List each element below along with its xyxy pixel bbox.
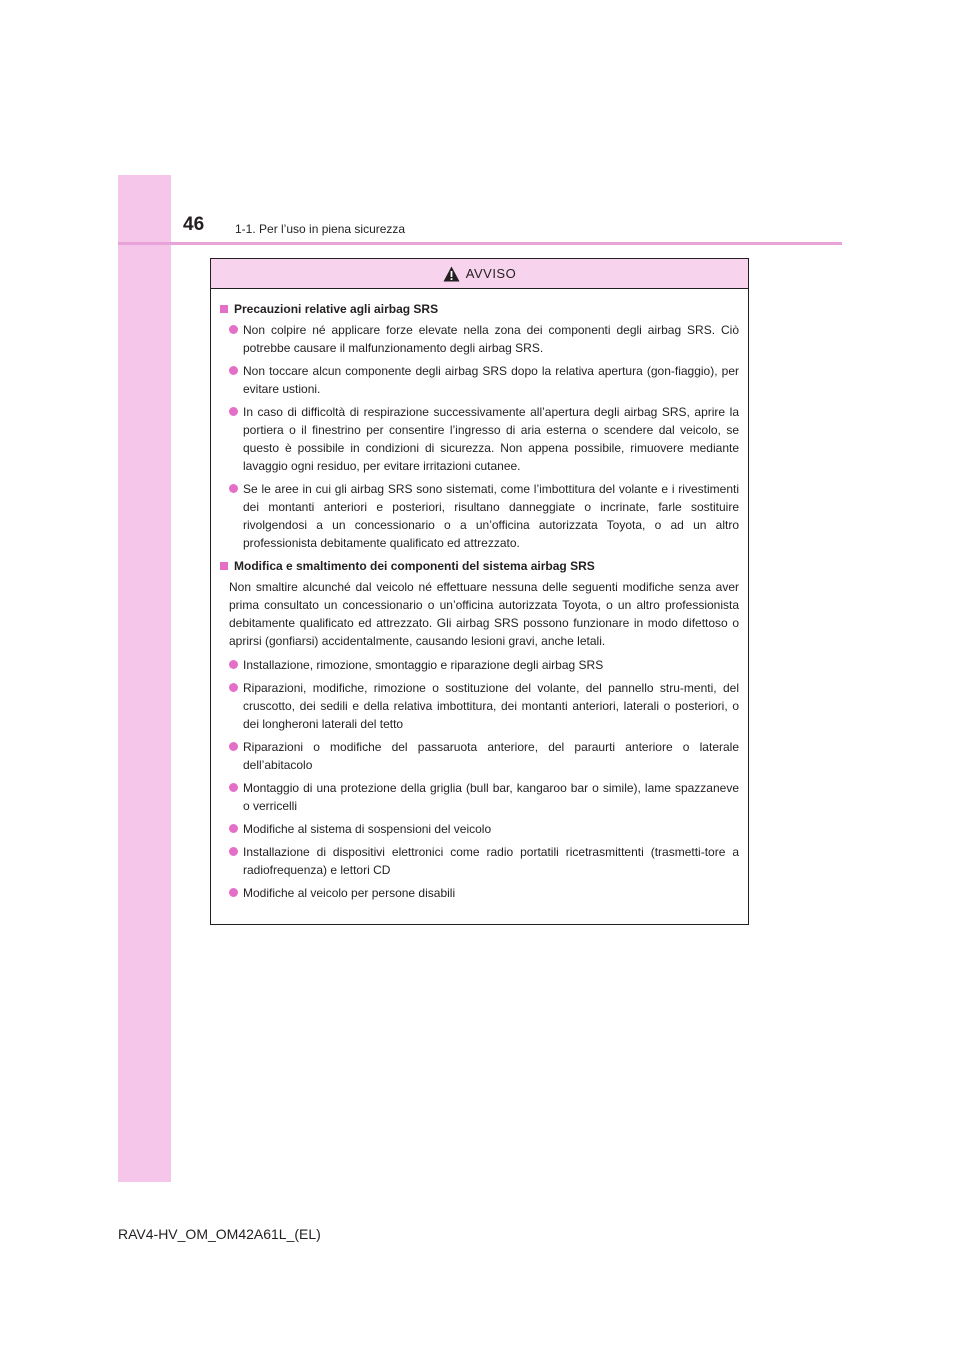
list-item (229, 656, 739, 674)
list-item (229, 321, 739, 357)
list-item-text: Modifiche al sistema di sospensioni del veicolo (243, 822, 492, 836)
list-item (229, 480, 739, 552)
list-item-text: Riparazioni o modifiche del passaruota anteriore, del paraurti anteriore o laterale dell’abitacolo (243, 740, 739, 772)
list-item-text: Installazione, rimozione, smontaggio e riparazione degli airbag SRS (243, 658, 604, 672)
list-item-text: Se le aree in cui gli airbag SRS sono sistemati, come l’imbottitura del volante e i rivestimenti dei montanti anteriori e posteriori, risultano danneggiate o incrinate, farle sostituire rivolgendosi a un concessionario o a un’officina autorizzata Toyota, o ad un altro professionista debitamente qualificato ed attrezzato. (243, 482, 739, 550)
list-item-text: In caso di difficoltà di respirazione successivamente all’apertura degli airbag SRS, aprire la portiera o il finestrino per consentire l’ingresso di aria esterna o scendere dal veicolo, se questo è possibile in condizioni di sicurezza. Non appena possibile, rimuovere mediante lavaggio ogni residuo, per evitare irritazioni cutanee. (243, 405, 739, 473)
list-item (229, 884, 739, 902)
list-item-text: Installazione di dispositivi elettronici come radio portatili ricetrasmittenti (trasmetti-tore a radiofrequenza) e lettori CD (243, 845, 739, 877)
section-heading (220, 557, 739, 575)
warning-title: AVVISO (465, 266, 517, 281)
circle-bullet-icon (229, 847, 238, 856)
circle-bullet-icon (229, 325, 238, 334)
list-item (229, 362, 739, 398)
section-heading (220, 300, 739, 318)
list-item (229, 843, 739, 879)
header-rule (118, 242, 842, 245)
circle-bullet-icon (229, 407, 238, 416)
circle-bullet-icon (229, 742, 238, 751)
list-item-text: Modifiche al veicolo per persone disabili (243, 886, 456, 900)
section-title: 1-1. Per l’uso in piena sicurezza (235, 222, 406, 236)
list-item (229, 779, 739, 815)
list-item-text: Riparazioni, modifiche, rimozione o sostituzione del volante, del pannello stru-menti, del cruscotto, dei sedili e della relativa imbottitura, dei montanti anteriori, laterali o posteriori, o dei longheroni laterali del tetto (243, 681, 739, 731)
circle-bullet-icon (229, 366, 238, 375)
warning-triangle-icon (443, 266, 460, 282)
circle-bullet-icon (229, 888, 238, 897)
list-item (229, 403, 739, 475)
warning-box (210, 258, 749, 925)
warning-body (211, 289, 748, 902)
list-item-text: Non toccare alcun componente degli airbag SRS dopo la relativa apertura (gon-fiaggio), per evitare ustioni. (243, 364, 739, 396)
document-code: RAV4-HV_OM_OM42A61L_(EL) (118, 1226, 321, 1242)
circle-bullet-icon (229, 783, 238, 792)
section-paragraph: Non smaltire alcunché dal veicolo né effettuare nessuna delle seguenti modifiche senza aver prima consultato un concessionario o un’officina autorizzata Toyota, o un altro professionista debitamente qualificato ed attrezzato. Gli airbag SRS possono funzionare in modo difettoso o aprirsi (gonfiarsi) accidentalmente, causando lesioni gravi, anche letali. (229, 580, 739, 648)
section-heading-text: Precauzioni relative agli airbag SRS (234, 302, 439, 316)
list-item (229, 679, 739, 733)
page-number: 46 (183, 214, 205, 235)
list-item-text: Montaggio di una protezione della griglia (bull bar, kangaroo bar o simile), lame spazzaneve o verricelli (243, 781, 739, 813)
circle-bullet-icon (229, 683, 238, 692)
circle-bullet-icon (229, 660, 238, 669)
side-color-band (118, 175, 171, 1182)
warning-header (211, 259, 748, 289)
square-bullet-icon (220, 305, 228, 313)
list-item (229, 820, 739, 838)
circle-bullet-icon (229, 484, 238, 493)
circle-bullet-icon (229, 824, 238, 833)
section-heading-text: Modifica e smaltimento dei componenti del sistema airbag SRS (234, 559, 595, 573)
list-item (229, 738, 739, 774)
list-item-text: Non colpire né applicare forze elevate nella zona dei componenti degli airbag SRS. Ciò potrebbe causare il malfunzionamento degli airbag SRS. (243, 323, 739, 355)
square-bullet-icon (220, 562, 228, 570)
